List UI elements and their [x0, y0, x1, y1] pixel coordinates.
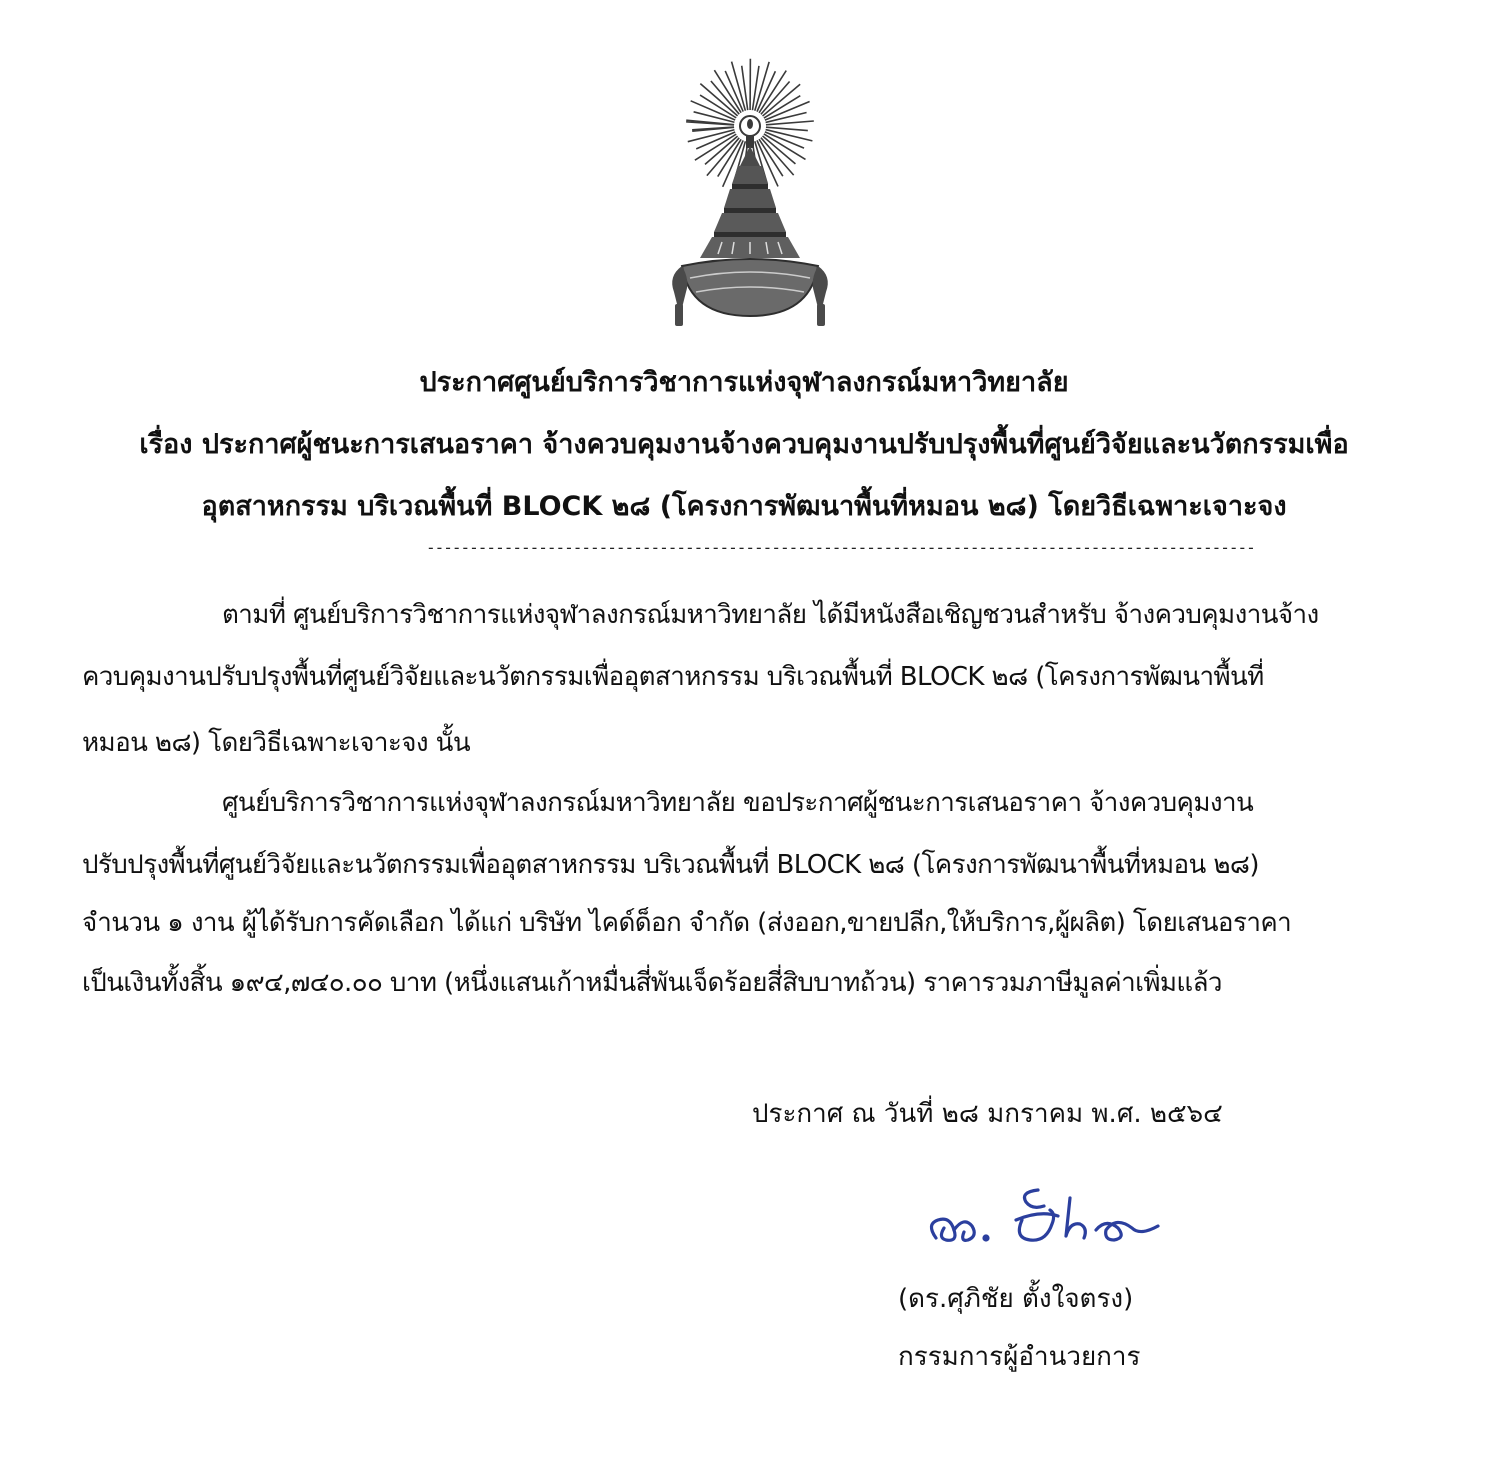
title-line-1: ประกาศศูนย์บริการวิชาการแห่งจุฬาลงกรณ์มหาวิทยาลัย	[419, 367, 1069, 398]
signer-title: กรรมการผู้อำนวยการ	[898, 1342, 1141, 1372]
paragraph2-line-4: เป็นเงินทั้งสิ้น ๑๙๔,๗๔๐.๐๐ บาท (หนึ่งแสนเก้าหมื่นสี่พันเจ็ดร้อยสี่สิบบาทถ้วน) ราคารวมภาษีมูลค่าเพิ่มแล้ว	[82, 968, 1222, 998]
paragraph1-line-3: หมอน ๒๘) โดยวิธีเฉพาะเจาะจง นั้น	[82, 728, 471, 758]
paragraph2-line-2: ปรับปรุงพื้นที่ศูนย์วิจัยและนวัตกรรมเพื่ออุตสาหกรรม บริเวณพื้นที่ BLOCK ๒๘ (โครงการพัฒนาพื้นที่หมอน ๒๘)	[82, 850, 1259, 880]
emblem-ray	[766, 127, 808, 130]
paragraph1-line-2: ควบคุมงานปรับปรุงพื้นที่ศูนย์วิจัยและนวัตกรรมเพื่ออุตสาหกรรม บริเวณพื้นที่ BLOCK ๒๘ (โครงการพัฒนาพื้นที่	[82, 662, 1264, 692]
title-line-3: อุตสาหกรรม บริเวณพื้นที่ BLOCK ๒๘ (โครงการพัฒนาพื้นที่หมอน ๒๘) โดยวิธีเฉพาะเจาะจง	[201, 491, 1287, 522]
emblem-ray	[766, 121, 814, 125]
document-title	[60, 352, 1428, 538]
paragraph2-line-3: จำนวน ๑ งาน ผู้ได้รับการคัดเลือก ได้แก่ บริษัท ไคด์ด็อก จำกัด (ส่งออก,ขายปลีก,ให้บริการ,ผู้ผลิต) โดยเสนอราคา	[82, 908, 1292, 938]
emblem-ray	[707, 138, 739, 176]
announcement-date: ประกาศ ณ วันที่ ๒๘ มกราคม พ.ศ. ๒๕๖๔	[752, 1099, 1223, 1129]
signer-name: (ดร.ศุภิชัย ตั้งใจตรง)	[898, 1284, 1134, 1314]
handwritten-signature	[920, 1180, 1170, 1260]
emblem-ray	[700, 84, 737, 116]
title-line-2: เรื่อง ประกาศผู้ชนะการเสนอราคา จ้างควบคุมงานจ้างควบคุมงานปรับปรุงพื้นที่ศูนย์วิจัยและนวัตกรรมเพื่อ	[139, 429, 1349, 460]
emblem-ray	[752, 66, 758, 110]
paragraph1-line-1: ตามที่ ศูนย์บริการวิชาการแห่งจุฬาลงกรณ์มหาวิทยาลัย ได้มีหนังสือเชิญชวนสำหรับ จ้างควบคุมงานจ้าง	[222, 600, 1319, 630]
emblem-ray	[761, 138, 794, 175]
phra-kiao-emblem-icon	[660, 66, 840, 336]
emblem-ray	[755, 62, 769, 111]
dashed-divider: ------------------------------------------------------------------------------------------------	[426, 538, 1255, 557]
paragraph2-line-1: ศูนย์บริการวิชาการแห่งจุฬาลงกรณ์มหาวิทยาลัย ขอประกาศผู้ชนะการเสนอราคา จ้างควบคุมงาน	[222, 788, 1254, 818]
emblem-ray	[732, 62, 746, 111]
